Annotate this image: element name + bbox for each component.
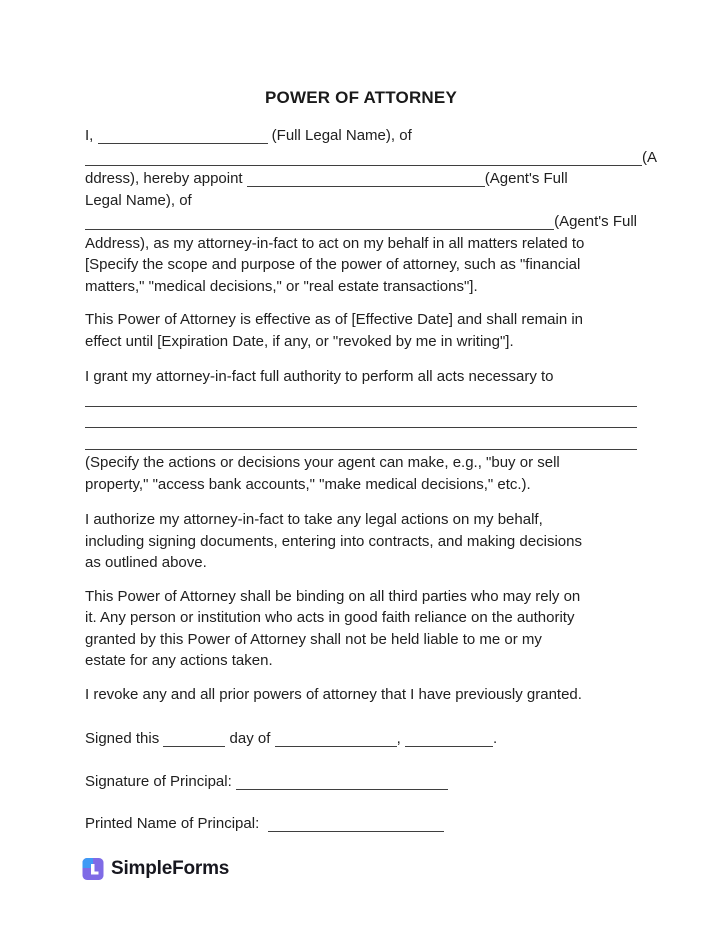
page-title: POWER OF ATTORNEY (265, 88, 457, 107)
text-segment: it. Any person or institution who acts in good faith reliance on the authority (85, 609, 575, 626)
form-line (85, 509, 637, 531)
brand-name: SimpleForms (111, 857, 230, 879)
text-segment: (Agent's Full (484, 170, 568, 187)
form-line (85, 233, 637, 255)
footer-brand (82, 857, 637, 881)
form-line (85, 254, 637, 276)
form-line (85, 125, 637, 147)
text-segment: (Full Legal Name), of (267, 127, 412, 144)
binding-paragraph (85, 586, 637, 672)
text-segment: matters," "medical decisions," or "real estate transactions"]. (85, 277, 478, 295)
text-segment: [Specify the scope and purpose of the power of attorney, such as "financial (85, 256, 581, 273)
form-line (85, 452, 637, 474)
text-segment: day of (225, 730, 275, 747)
text-segment: (Specify the actions or decisions your agent can make, e.g., "buy or sell (85, 454, 560, 471)
form-line (85, 168, 637, 190)
form-line (85, 409, 637, 431)
text-segment: (A (642, 148, 657, 166)
text-segment: Signature of Principal: (85, 772, 236, 790)
blank-field (405, 728, 493, 747)
document-body (85, 125, 657, 835)
text-segment: This Power of Attorney is effective as of [Effective Date] and shall remain in (85, 311, 584, 328)
form-line (85, 629, 637, 651)
form-line (85, 474, 637, 496)
text-segment: granted by this Power of Attorney shall not be held liable to me or my (85, 630, 542, 648)
text-segment: (Agent's Full (554, 213, 637, 230)
form-line (85, 331, 637, 353)
form-line (85, 431, 637, 453)
text-segment: . (492, 730, 498, 747)
blank-field (85, 388, 637, 407)
signature-of-principal-line (85, 771, 637, 793)
form-line (85, 586, 637, 608)
text-segment: Signed this (85, 730, 164, 747)
form-line (85, 552, 637, 574)
form-line (85, 276, 637, 298)
blank-field (85, 409, 637, 428)
form-line (85, 813, 637, 835)
blank-field (85, 147, 642, 166)
blank-field (163, 728, 225, 747)
blank-field (98, 125, 268, 144)
text-segment: effect until [Expiration Date, if any, or "revoked by me in writing"]. (85, 332, 514, 350)
form-line (85, 366, 637, 388)
text-segment: This Power of Attorney shall be binding on all third parties who may rely on (85, 587, 581, 605)
blank-field (85, 431, 637, 450)
text-segment: , (396, 730, 405, 747)
form-line (85, 147, 657, 169)
text-segment: estate for any actions taken. (85, 652, 273, 669)
text-segment: including signing documents, entering into contracts, and making decisions (85, 532, 582, 550)
form-line (85, 531, 637, 553)
form-line (85, 771, 637, 793)
blank-field (275, 728, 397, 747)
legal-actions-paragraph (85, 509, 637, 574)
revocation-paragraph (85, 684, 637, 706)
form-line (85, 190, 637, 212)
blank-field (85, 211, 554, 230)
printed-name-of-principal-line (85, 813, 637, 835)
form-line (85, 728, 637, 750)
text-segment: I revoke any and all prior powers of attorney that I have previously granted. (85, 685, 582, 703)
blank-field (268, 813, 444, 832)
text-segment: I authorize my attorney-in-fact to take any legal actions on my behalf, (85, 511, 543, 528)
text-segment: I grant my attorney-in-fact full authority to perform all acts necessary to (85, 368, 554, 385)
form-line (85, 684, 637, 706)
blank-field (236, 771, 448, 790)
form-line (85, 388, 637, 410)
authority-grant-paragraph (85, 366, 637, 495)
text-segment: Legal Name), of (85, 191, 192, 209)
text-segment: ddress), hereby appoint (85, 170, 247, 187)
text-segment: Printed Name of Principal: (85, 815, 268, 832)
text-segment: Address), as my attorney-in-fact to act on my behalf in all matters related to (85, 234, 585, 252)
simpleforms-logo-icon (82, 857, 104, 881)
form-line (85, 211, 637, 233)
text-segment: I, (85, 127, 98, 144)
form-line (85, 309, 637, 331)
text-segment: as outlined above. (85, 554, 207, 571)
form-line (85, 607, 637, 629)
effective-date-paragraph (85, 309, 637, 352)
blank-field (247, 168, 485, 187)
signed-date-line (85, 728, 637, 750)
text-segment: property," "access bank accounts," "make medical decisions," etc.). (85, 475, 531, 493)
opening-paragraph (85, 125, 657, 297)
form-line (85, 650, 637, 672)
